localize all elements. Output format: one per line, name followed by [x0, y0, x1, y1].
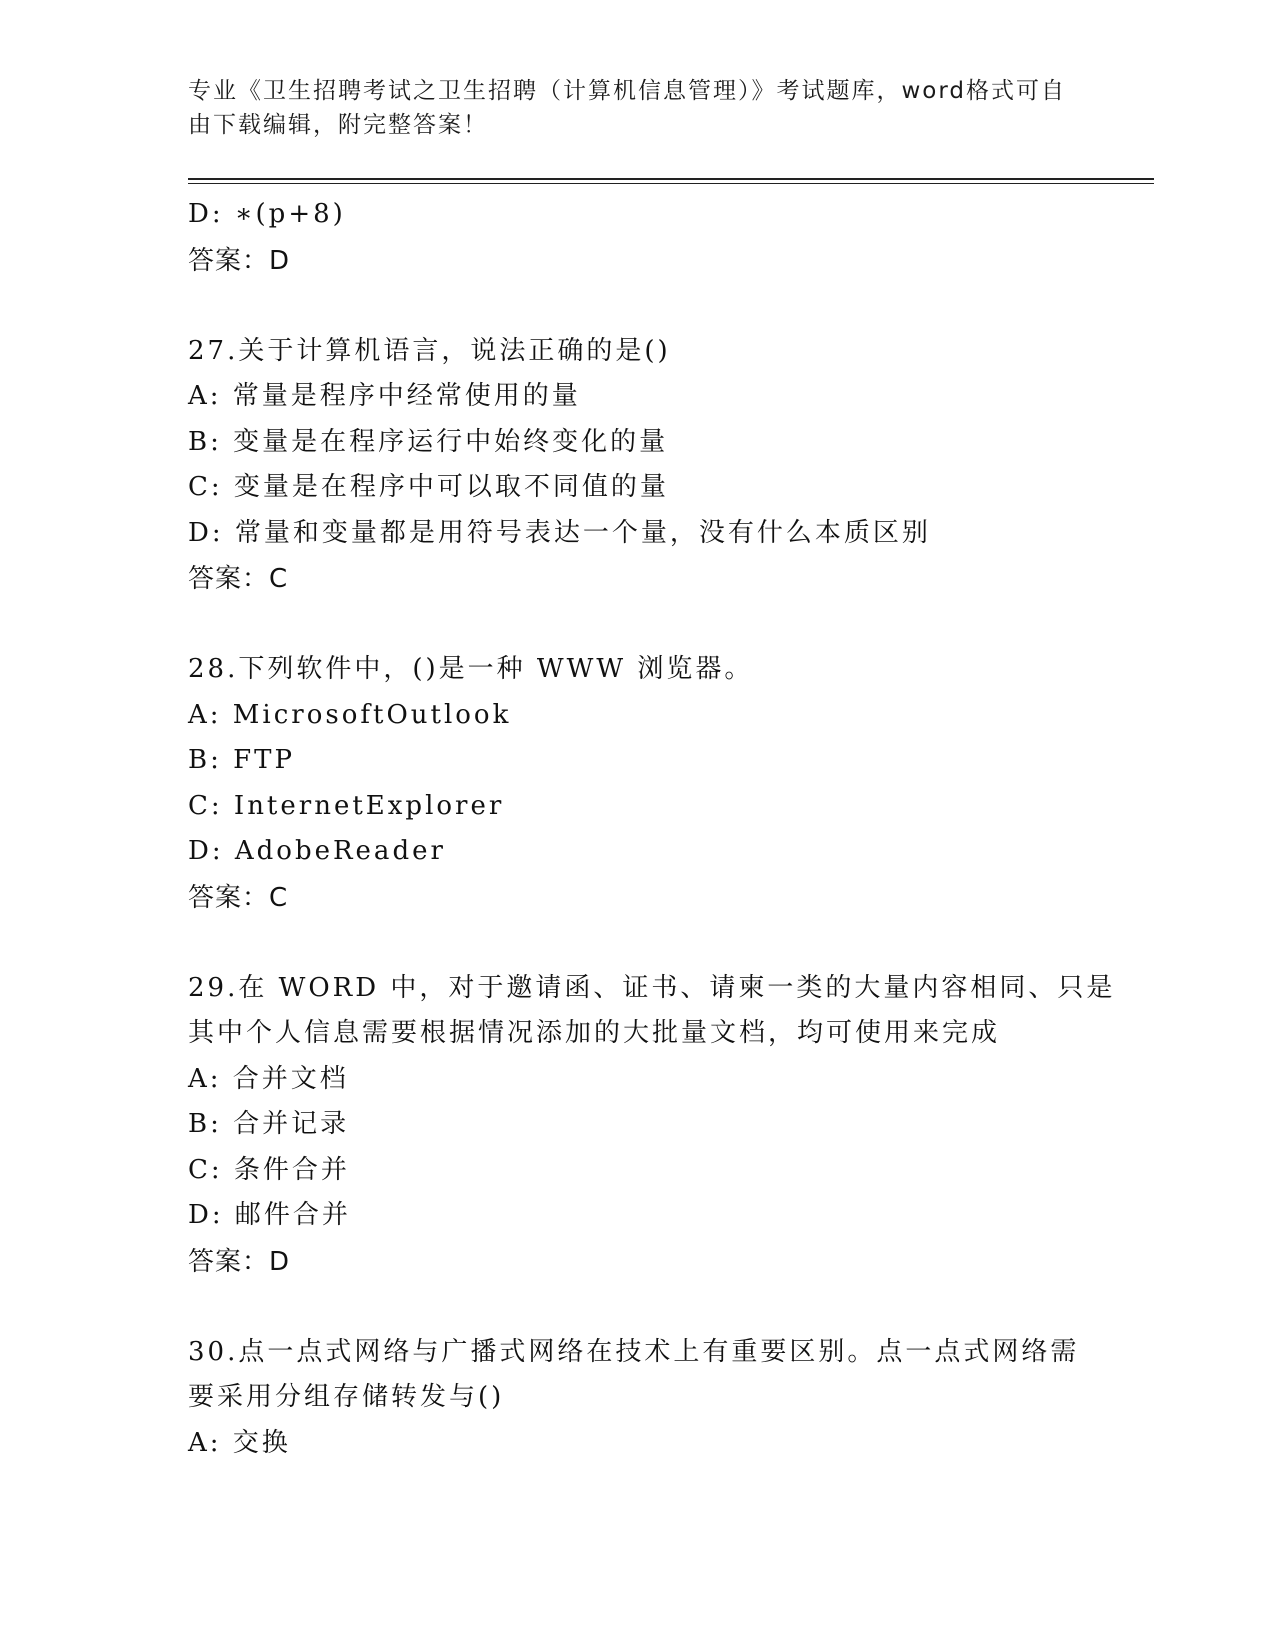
option-b: B: 合并记录 — [188, 1109, 350, 1139]
option-a: A: MicrosoftOutlook — [188, 699, 512, 730]
previous-question-tail — [188, 192, 1088, 284]
question-stem-line-2: 要采用分组存储转发与() — [188, 1382, 505, 1412]
header-divider-thin — [188, 183, 1154, 184]
question-28 — [188, 647, 1088, 921]
document-header — [188, 74, 1068, 142]
option-a: A: 合并文档 — [188, 1063, 349, 1094]
option-c: C: 变量是在程序中可以取不同值的量 — [188, 472, 669, 502]
question-stem: 27.关于计算机语言，说法正确的是() — [188, 335, 671, 366]
header-divider-thick — [188, 178, 1154, 180]
option-d: D: 常量和变量都是用符号表达一个量，没有什么本质区别 — [188, 517, 931, 548]
option-b: B: 变量是在程序运行中始终变化的量 — [188, 426, 669, 457]
question-29 — [188, 966, 1116, 1285]
answer-line: 答案：D — [188, 1246, 291, 1277]
answer-line: 答案：D — [188, 245, 291, 276]
option-d: D: AdobeReader — [188, 836, 446, 866]
answer-line: 答案：C — [188, 882, 289, 913]
option-a: A: 常量是程序中经常使用的量 — [188, 381, 581, 411]
question-stem-line-1: 30.点一点式网络与广播式网络在技术上有重要区别。点一点式网络需 — [188, 1336, 1080, 1367]
option-d: D: ∗(p+8) — [188, 199, 346, 229]
header-line-2: 由下载编辑，附完整答案！ — [188, 112, 488, 138]
question-27 — [188, 329, 1088, 603]
question-list — [188, 192, 1116, 1466]
answer-line: 答案：C — [188, 564, 289, 594]
option-b: B: FTP — [188, 745, 296, 775]
question-30 — [188, 1330, 1088, 1467]
option-d: D: 邮件合并 — [188, 1200, 351, 1230]
option-c: C: 条件合并 — [188, 1154, 350, 1185]
question-stem-line-2: 其中个人信息需要根据情况添加的大批量文档，均可使用来完成 — [188, 1018, 1001, 1048]
question-stem-line-1: 29.在 WORD 中，对于邀请函、证书、请柬一类的大量内容相同、只是 — [188, 972, 1116, 1003]
option-a: A: 交换 — [188, 1427, 291, 1458]
header-line-1: 专业《卫生招聘考试之卫生招聘（计算机信息管理）》考试题库，word格式可自 — [188, 78, 1067, 104]
question-stem: 28.下列软件中，()是一种 WWW 浏览器。 — [188, 654, 754, 684]
option-c: C: InternetExplorer — [188, 790, 505, 821]
